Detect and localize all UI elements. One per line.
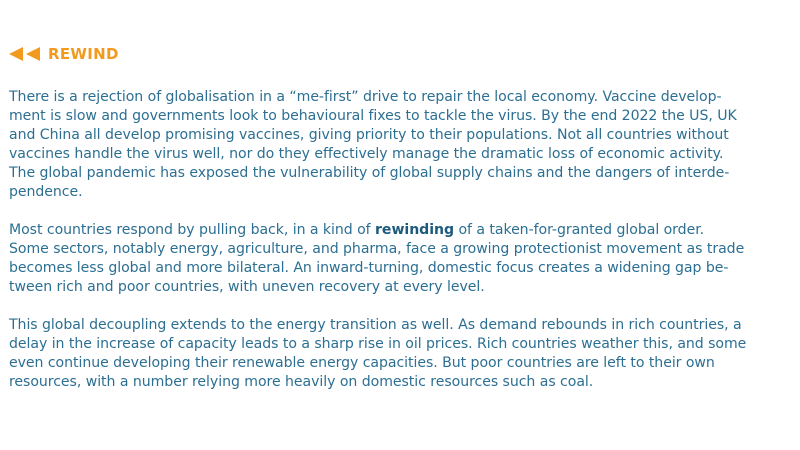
text-fragment: Most countries respond by pulling back, in a kind of	[9, 222, 376, 238]
text-line: There is a rejection of globalisation in a “me-first” drive to repair the local economy. Vaccine develop-	[9, 89, 722, 105]
text-line: resources, with a number relying more heavily on domestic resources such as coal.	[9, 374, 594, 390]
rewind-icon	[9, 47, 41, 61]
text-line: becomes less global and more bilateral. An inward-turning, domestic focus creates a widening gap be-	[9, 260, 729, 276]
text-line: tween rich and poor countries, with uneven recovery at every level.	[9, 279, 485, 295]
section-header	[9, 44, 119, 64]
text-line: vaccines handle the virus well, nor do they effectively manage the dramatic loss of economic activity.	[9, 146, 724, 162]
text-fragment: of a taken-for-granted global order.	[454, 222, 705, 238]
section-title: REWIND	[48, 45, 119, 63]
text-line: ment is slow and governments look to behavioural fixes to tackle the virus. By the end 2022 the US, UK	[9, 108, 737, 124]
emphasis-rewinding: rewinding	[375, 222, 455, 238]
text-line	[9, 221, 795, 240]
text-line: The global pandemic has exposed the vulnerability of global supply chains and the dangers of interde-	[9, 165, 730, 181]
text-line: and China all develop promising vaccines, giving priority to their populations. Not all countries without	[9, 127, 729, 143]
body-text	[9, 88, 795, 392]
text-line: even continue developing their renewable energy capacities. But poor countries are left to their own	[9, 355, 715, 371]
text-line: delay in the increase of capacity leads to a sharp rise in oil prices. Rich countries weather this, and some	[9, 336, 747, 352]
paragraph-1	[9, 88, 795, 202]
text-line: pendence.	[9, 184, 83, 200]
text-line: This global decoupling extends to the energy transition as well. As demand rebounds in rich countries, a	[9, 317, 742, 333]
paragraph-3	[9, 316, 795, 392]
paragraph-2	[9, 221, 795, 297]
text-line: Some sectors, notably energy, agriculture, and pharma, face a growing protectionist movement as trade	[9, 241, 745, 257]
